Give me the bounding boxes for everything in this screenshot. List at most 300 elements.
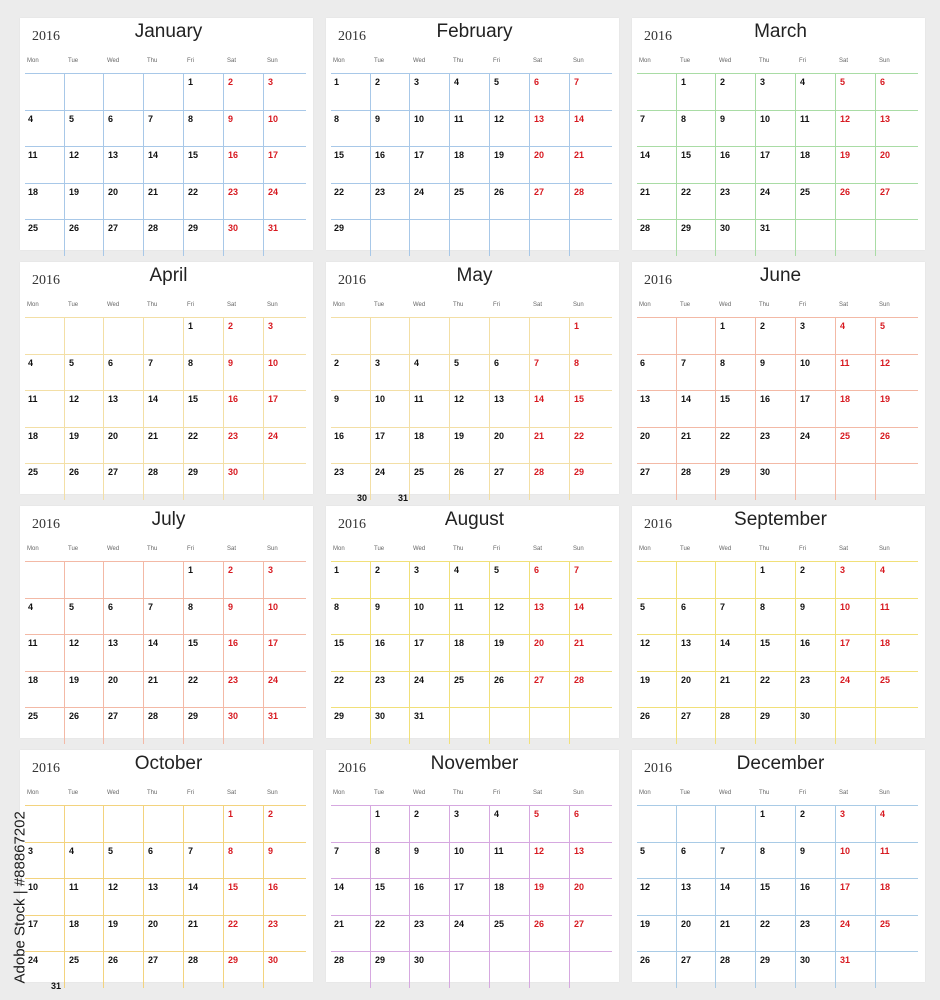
day-cell: 21 bbox=[681, 430, 692, 441]
day-cell: 28 bbox=[148, 467, 159, 477]
day-cell: 24 bbox=[268, 186, 279, 197]
day-cell: 1 bbox=[681, 77, 687, 87]
day-cell: 28 bbox=[574, 674, 585, 685]
day-cell: 12 bbox=[69, 394, 80, 404]
day-cell: 8 bbox=[334, 601, 340, 612]
day-cell: 12 bbox=[880, 357, 891, 368]
day-cell: 8 bbox=[188, 357, 194, 368]
day-cell: 12 bbox=[494, 601, 505, 612]
weekday-header: Thu bbox=[453, 546, 464, 552]
day-cell: 4 bbox=[494, 809, 500, 819]
grid-column-line bbox=[569, 805, 570, 988]
day-cell: 4 bbox=[800, 77, 806, 87]
day-cell: 27 bbox=[534, 186, 545, 197]
day-cell: 2 bbox=[334, 357, 340, 368]
day-cell: 5 bbox=[494, 565, 500, 575]
day-cell: 11 bbox=[454, 601, 464, 612]
day-cell: 22 bbox=[681, 186, 692, 197]
day-cell: 13 bbox=[148, 882, 159, 892]
weekday-header: Sun bbox=[573, 546, 584, 552]
grid-column-line bbox=[223, 805, 224, 988]
watermark-text: Adobe Stock | #88867202 bbox=[11, 811, 29, 984]
day-cell: 17 bbox=[375, 430, 386, 441]
grid-column-line bbox=[755, 561, 756, 744]
day-cell: 24 bbox=[760, 186, 771, 197]
day-cell: 30 bbox=[228, 467, 239, 477]
day-cell: 21 bbox=[334, 918, 345, 929]
day-cell: 26 bbox=[840, 186, 851, 197]
day-cell: 11 bbox=[494, 845, 504, 856]
day-cell: 30 bbox=[720, 223, 731, 233]
day-cell: 17 bbox=[840, 638, 851, 648]
grid-column-line bbox=[103, 317, 104, 500]
day-cell: 5 bbox=[69, 113, 75, 124]
month-card-september bbox=[632, 506, 925, 738]
grid-column-line bbox=[223, 73, 224, 256]
grid-column-line bbox=[489, 805, 490, 988]
day-cell: 19 bbox=[840, 150, 851, 160]
day-cell: 1 bbox=[334, 77, 340, 87]
grid-column-line bbox=[263, 805, 264, 988]
month-card-january bbox=[20, 18, 313, 250]
grid-column-line bbox=[875, 805, 876, 988]
day-cell: 20 bbox=[681, 674, 692, 685]
month-grid bbox=[637, 790, 918, 978]
day-cell: 17 bbox=[454, 882, 465, 892]
day-cell: 22 bbox=[334, 186, 345, 197]
grid-column-line bbox=[569, 73, 570, 256]
year-label: 2016 bbox=[338, 761, 366, 776]
day-cell: 13 bbox=[494, 394, 505, 404]
month-title: July bbox=[151, 509, 186, 530]
day-cell: 25 bbox=[880, 918, 891, 929]
day-cell: 9 bbox=[800, 845, 806, 856]
grid-column-line bbox=[529, 73, 530, 256]
grid-column-line bbox=[263, 561, 264, 744]
month-card-november bbox=[326, 750, 619, 982]
day-cell: 20 bbox=[574, 882, 585, 892]
day-cell: 28 bbox=[534, 467, 545, 477]
grid-column-line bbox=[409, 73, 410, 256]
day-cell: 2 bbox=[375, 77, 381, 87]
grid-column-line bbox=[64, 317, 65, 500]
day-cell: 23 bbox=[760, 430, 771, 441]
day-cell: 14 bbox=[334, 882, 345, 892]
day-cell: 15 bbox=[188, 638, 199, 648]
grid-column-line bbox=[409, 317, 410, 500]
grid-column-line bbox=[715, 561, 716, 744]
day-cell: 3 bbox=[375, 357, 381, 368]
grid-column-line bbox=[183, 73, 184, 256]
day-cell: 12 bbox=[69, 638, 80, 648]
day-cell: 25 bbox=[28, 223, 39, 233]
day-cell: 16 bbox=[800, 638, 811, 648]
month-title: March bbox=[754, 21, 807, 42]
weekday-header: Tue bbox=[68, 58, 79, 64]
grid-column-line bbox=[755, 317, 756, 500]
day-cell: 9 bbox=[800, 601, 806, 612]
day-cell: 28 bbox=[720, 711, 731, 721]
day-cell: 11 bbox=[840, 357, 850, 368]
day-cell: 5 bbox=[108, 845, 114, 856]
day-cell: 3 bbox=[800, 321, 806, 331]
day-cell: 10 bbox=[414, 113, 425, 124]
grid-column-line bbox=[143, 561, 144, 744]
grid-column-line bbox=[183, 317, 184, 500]
day-cell: 1 bbox=[574, 321, 580, 331]
day-cell: 4 bbox=[454, 77, 460, 87]
day-cell: 5 bbox=[454, 357, 460, 368]
day-cell: 31 bbox=[840, 955, 851, 965]
day-cell: 9 bbox=[228, 113, 234, 124]
day-cell: 22 bbox=[720, 430, 731, 441]
day-cell: 23 bbox=[414, 918, 425, 929]
month-card-december bbox=[632, 750, 925, 982]
weekday-header: Tue bbox=[68, 790, 79, 796]
day-cell: 31 bbox=[51, 981, 62, 991]
day-cell: 12 bbox=[640, 638, 651, 648]
day-cell: 11 bbox=[800, 113, 810, 124]
day-cell: 18 bbox=[880, 882, 891, 892]
day-cell: 30 bbox=[800, 955, 811, 965]
day-cell: 3 bbox=[454, 809, 460, 819]
year-label: 2016 bbox=[644, 273, 672, 288]
day-cell: 7 bbox=[148, 113, 154, 124]
day-cell: 17 bbox=[800, 394, 811, 404]
day-cell: 25 bbox=[454, 674, 465, 685]
day-cell: 22 bbox=[574, 430, 585, 441]
day-cell: 3 bbox=[414, 565, 420, 575]
day-cell: 26 bbox=[69, 223, 80, 233]
weekday-header: Mon bbox=[27, 302, 39, 308]
day-cell: 30 bbox=[228, 223, 239, 233]
day-cell: 12 bbox=[840, 113, 851, 124]
day-cell: 26 bbox=[640, 955, 651, 965]
day-cell: 3 bbox=[840, 809, 846, 819]
grid-column-line bbox=[489, 73, 490, 256]
day-cell: 10 bbox=[840, 845, 851, 856]
grid-column-line bbox=[183, 561, 184, 744]
weekday-header: Sat bbox=[227, 546, 237, 552]
day-cell: 29 bbox=[334, 223, 345, 233]
day-cell: 12 bbox=[534, 845, 545, 856]
day-cell: 20 bbox=[108, 674, 119, 685]
weekday-header: Tue bbox=[68, 546, 79, 552]
weekday-header: Fri bbox=[493, 58, 500, 64]
day-cell: 3 bbox=[268, 321, 274, 331]
day-cell: 12 bbox=[494, 113, 505, 124]
month-card-june bbox=[632, 262, 925, 494]
weekday-header: Wed bbox=[719, 790, 732, 796]
day-cell: 1 bbox=[188, 77, 194, 87]
day-cell: 15 bbox=[375, 882, 386, 892]
day-cell: 8 bbox=[681, 113, 687, 124]
day-cell: 17 bbox=[414, 150, 425, 160]
grid-column-line bbox=[875, 561, 876, 744]
grid-column-line bbox=[529, 317, 530, 500]
day-cell: 31 bbox=[268, 223, 279, 233]
day-cell: 8 bbox=[574, 357, 580, 368]
day-cell: 31 bbox=[760, 223, 771, 233]
day-cell: 11 bbox=[28, 638, 38, 648]
day-cell: 7 bbox=[188, 845, 194, 856]
year-label: 2016 bbox=[644, 761, 672, 776]
day-cell: 24 bbox=[840, 674, 851, 685]
weekday-header: Sat bbox=[839, 546, 849, 552]
day-cell: 29 bbox=[188, 711, 199, 721]
day-cell: 23 bbox=[268, 918, 279, 929]
month-grid bbox=[331, 302, 612, 503]
day-cell: 9 bbox=[414, 845, 420, 856]
day-cell: 1 bbox=[334, 565, 340, 575]
day-cell: 12 bbox=[640, 882, 651, 892]
year-label: 2016 bbox=[32, 517, 60, 532]
day-cell: 16 bbox=[228, 638, 239, 648]
day-cell: 4 bbox=[69, 845, 75, 856]
weekday-header: Wed bbox=[107, 790, 120, 796]
day-cell: 11 bbox=[880, 845, 890, 856]
grid-column-line bbox=[449, 73, 450, 256]
month-card-april bbox=[20, 262, 313, 494]
day-cell: 29 bbox=[760, 955, 771, 965]
month-grid bbox=[25, 546, 306, 734]
day-cell: 29 bbox=[228, 955, 239, 965]
day-cell: 21 bbox=[640, 186, 651, 197]
day-cell: 10 bbox=[268, 113, 279, 124]
grid-column-line bbox=[103, 805, 104, 988]
day-cell: 28 bbox=[188, 955, 199, 965]
weekday-header: Mon bbox=[639, 546, 651, 552]
month-title: April bbox=[149, 265, 188, 286]
day-cell: 14 bbox=[188, 882, 199, 892]
day-cell: 4 bbox=[840, 321, 846, 331]
day-cell: 23 bbox=[334, 467, 345, 477]
day-cell: 10 bbox=[268, 357, 279, 368]
day-cell: 13 bbox=[108, 394, 119, 404]
day-cell: 6 bbox=[681, 845, 687, 856]
day-cell: 29 bbox=[720, 467, 731, 477]
day-cell: 22 bbox=[188, 186, 199, 197]
day-cell: 10 bbox=[454, 845, 465, 856]
day-cell: 21 bbox=[574, 638, 585, 648]
day-cell: 29 bbox=[681, 223, 692, 233]
day-cell: 18 bbox=[454, 638, 465, 648]
day-cell: 29 bbox=[375, 955, 386, 965]
day-cell: 13 bbox=[534, 601, 545, 612]
weekday-header: Tue bbox=[374, 58, 385, 64]
day-cell: 27 bbox=[681, 955, 692, 965]
day-cell: 3 bbox=[760, 77, 766, 87]
day-cell: 4 bbox=[28, 113, 34, 124]
weekday-header: Sun bbox=[879, 546, 890, 552]
day-cell: 18 bbox=[69, 918, 80, 929]
day-cell: 15 bbox=[334, 150, 345, 160]
day-cell: 27 bbox=[640, 467, 651, 477]
day-cell: 19 bbox=[69, 674, 80, 685]
grid-column-line bbox=[529, 561, 530, 744]
day-cell: 5 bbox=[534, 809, 540, 819]
day-cell: 7 bbox=[334, 845, 340, 856]
day-cell: 19 bbox=[69, 430, 80, 441]
weekday-header: Thu bbox=[147, 302, 158, 308]
day-cell: 23 bbox=[228, 430, 239, 441]
day-cell: 14 bbox=[574, 113, 585, 124]
weekday-header: Sun bbox=[267, 58, 278, 64]
day-cell: 1 bbox=[375, 809, 381, 819]
day-cell: 4 bbox=[414, 357, 420, 368]
day-cell: 26 bbox=[69, 467, 80, 477]
day-cell: 27 bbox=[494, 467, 505, 477]
day-cell: 4 bbox=[880, 565, 886, 575]
day-cell: 28 bbox=[148, 223, 159, 233]
day-cell: 14 bbox=[534, 394, 545, 404]
day-cell: 3 bbox=[268, 565, 274, 575]
grid-column-line bbox=[64, 561, 65, 744]
grid-column-line bbox=[409, 805, 410, 988]
day-cell: 31 bbox=[414, 711, 425, 721]
grid-column-line bbox=[676, 805, 677, 988]
day-cell: 27 bbox=[148, 955, 159, 965]
day-cell: 15 bbox=[720, 394, 731, 404]
day-cell: 5 bbox=[880, 321, 886, 331]
day-cell: 14 bbox=[148, 638, 159, 648]
day-cell: 30 bbox=[800, 711, 811, 721]
day-cell: 22 bbox=[760, 674, 771, 685]
day-cell: 20 bbox=[494, 430, 505, 441]
day-cell: 17 bbox=[760, 150, 771, 160]
day-cell: 21 bbox=[574, 150, 585, 160]
day-cell: 14 bbox=[720, 638, 731, 648]
weekday-header: Wed bbox=[719, 546, 732, 552]
day-cell: 6 bbox=[640, 357, 646, 368]
month-title: August bbox=[444, 509, 505, 530]
day-cell: 18 bbox=[414, 430, 425, 441]
day-cell: 8 bbox=[760, 601, 766, 612]
grid-column-line bbox=[676, 73, 677, 256]
day-cell: 5 bbox=[840, 77, 846, 87]
day-cell: 15 bbox=[681, 150, 692, 160]
grid-column-line bbox=[449, 317, 450, 500]
day-cell: 15 bbox=[760, 882, 771, 892]
day-cell: 17 bbox=[28, 918, 39, 929]
weekday-header: Sun bbox=[879, 302, 890, 308]
day-cell: 2 bbox=[414, 809, 420, 819]
day-cell: 9 bbox=[375, 601, 381, 612]
grid-column-line bbox=[143, 317, 144, 500]
month-grid bbox=[331, 546, 612, 734]
month-title: June bbox=[759, 265, 802, 286]
day-cell: 12 bbox=[108, 882, 119, 892]
grid-column-line bbox=[835, 73, 836, 256]
day-cell: 31 bbox=[398, 493, 409, 503]
day-cell: 6 bbox=[681, 601, 687, 612]
day-cell: 25 bbox=[69, 955, 80, 965]
day-cell: 23 bbox=[375, 186, 386, 197]
weekday-header: Mon bbox=[27, 58, 39, 64]
weekday-header: Fri bbox=[187, 302, 194, 308]
weekday-header: Mon bbox=[639, 58, 651, 64]
day-cell: 12 bbox=[454, 394, 465, 404]
day-cell: 24 bbox=[375, 467, 386, 477]
day-cell: 2 bbox=[268, 809, 274, 819]
grid-column-line bbox=[263, 317, 264, 500]
day-cell: 26 bbox=[880, 430, 891, 441]
day-cell: 28 bbox=[720, 955, 731, 965]
day-cell: 22 bbox=[188, 674, 199, 685]
day-cell: 21 bbox=[188, 918, 199, 929]
day-cell: 5 bbox=[69, 357, 75, 368]
day-cell: 14 bbox=[640, 150, 651, 160]
grid-column-line bbox=[835, 317, 836, 500]
day-cell: 17 bbox=[268, 638, 279, 648]
month-title: November bbox=[430, 753, 519, 774]
day-cell: 23 bbox=[720, 186, 731, 197]
day-cell: 16 bbox=[800, 882, 811, 892]
day-cell: 6 bbox=[880, 77, 886, 87]
weekday-header: Sat bbox=[839, 302, 849, 308]
grid-column-line bbox=[489, 317, 490, 500]
day-cell: 21 bbox=[148, 674, 159, 685]
grid-column-line bbox=[529, 805, 530, 988]
weekday-header: Thu bbox=[759, 302, 770, 308]
day-cell: 15 bbox=[228, 882, 239, 892]
day-cell: 28 bbox=[334, 955, 345, 965]
day-cell: 24 bbox=[268, 430, 279, 441]
day-cell: 13 bbox=[681, 638, 692, 648]
day-cell: 29 bbox=[334, 711, 345, 721]
day-cell: 19 bbox=[69, 186, 80, 197]
weekday-header: Thu bbox=[147, 58, 158, 64]
grid-column-line bbox=[875, 73, 876, 256]
weekday-header: Fri bbox=[799, 58, 806, 64]
month-grid bbox=[637, 546, 918, 734]
weekday-header: Fri bbox=[799, 546, 806, 552]
day-cell: 23 bbox=[800, 918, 811, 929]
day-cell: 5 bbox=[69, 601, 75, 612]
day-cell: 29 bbox=[188, 467, 199, 477]
day-cell: 20 bbox=[148, 918, 159, 929]
day-cell: 2 bbox=[375, 565, 381, 575]
day-cell: 3 bbox=[840, 565, 846, 575]
day-cell: 13 bbox=[880, 113, 891, 124]
day-cell: 11 bbox=[28, 150, 38, 160]
weekday-header: Wed bbox=[719, 302, 732, 308]
weekday-header: Tue bbox=[374, 790, 385, 796]
day-cell: 8 bbox=[188, 601, 194, 612]
day-cell: 19 bbox=[108, 918, 119, 929]
weekday-header: Sun bbox=[573, 790, 584, 796]
day-cell: 18 bbox=[28, 430, 39, 441]
day-cell: 16 bbox=[334, 430, 345, 441]
day-cell: 21 bbox=[720, 918, 731, 929]
month-title: February bbox=[436, 21, 513, 42]
day-cell: 7 bbox=[574, 77, 580, 87]
year-label: 2016 bbox=[32, 273, 60, 288]
day-cell: 19 bbox=[494, 638, 505, 648]
day-cell: 22 bbox=[188, 430, 199, 441]
day-cell: 13 bbox=[108, 638, 119, 648]
day-cell: 26 bbox=[69, 711, 80, 721]
year-label: 2016 bbox=[32, 29, 60, 44]
grid-column-line bbox=[449, 561, 450, 744]
year-label: 2016 bbox=[338, 517, 366, 532]
grid-column-line bbox=[755, 805, 756, 988]
day-cell: 27 bbox=[108, 223, 119, 233]
day-cell: 27 bbox=[108, 467, 119, 477]
day-cell: 26 bbox=[534, 918, 545, 929]
day-cell: 16 bbox=[228, 150, 239, 160]
day-cell: 20 bbox=[681, 918, 692, 929]
